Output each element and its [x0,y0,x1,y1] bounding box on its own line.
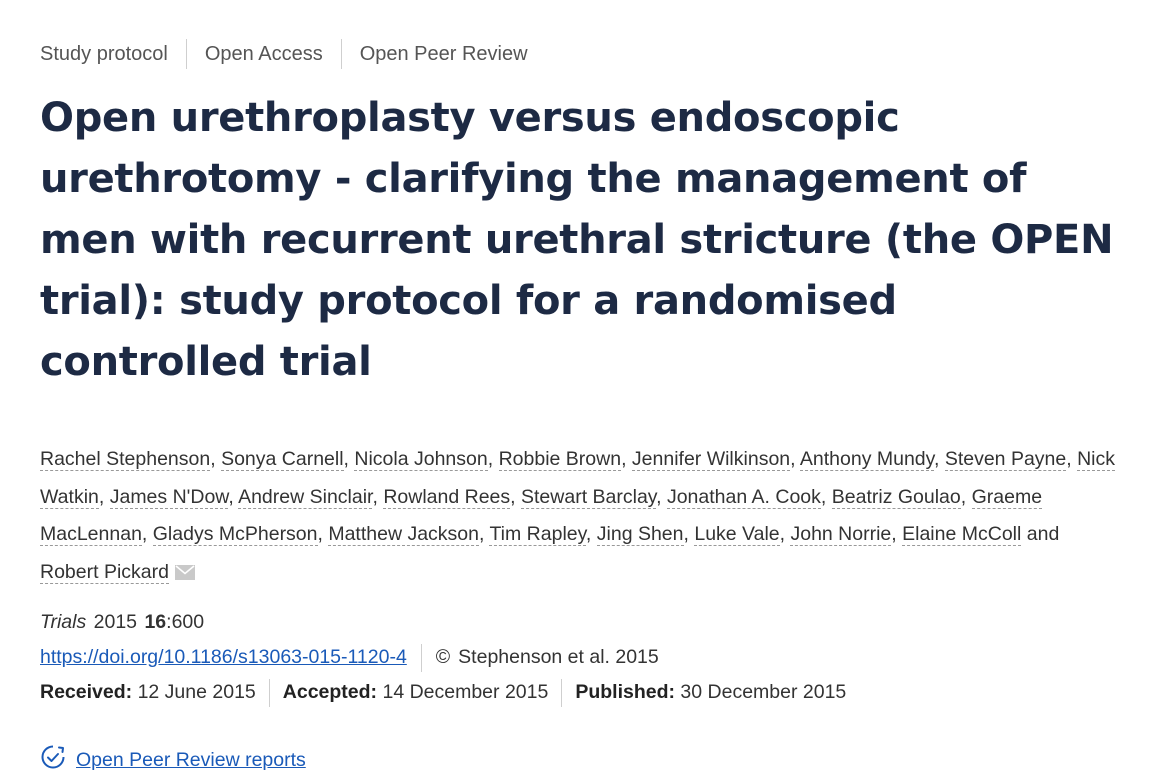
author-separator: , [487,448,499,470]
article-type-study-protocol: Study protocol [40,43,168,65]
author-separator: , [585,523,597,545]
author-separator: , [1066,448,1078,470]
divider [269,679,270,707]
author-link[interactable]: Robbie Brown [498,448,622,470]
accepted-value: 14 December 2015 [382,681,549,703]
author-separator: , [779,523,791,545]
author-separator: , [317,523,329,545]
accepted-date [283,675,549,710]
received-label: Received: [40,681,133,703]
divider [421,644,422,672]
author-link[interactable]: Robert Pickard [40,560,169,583]
published-label: Published: [575,681,675,703]
author-separator: , [372,485,384,508]
author-separator: , [479,523,490,545]
author-separator: , [343,448,355,470]
author-separator: , [933,448,945,470]
author-separator: , [820,485,832,508]
author-link[interactable]: Rowland Rees [383,485,511,508]
citation-line [40,605,1130,640]
author-list [40,441,1120,593]
author-separator: , [960,485,972,508]
author-separator: , [891,523,903,545]
author-link[interactable]: James N'Dow [109,485,229,508]
author-link[interactable]: Graeme MacLennan [40,485,1043,545]
journal-title: Trials [40,611,87,633]
article-type-open-peer-review: Open Peer Review [341,39,546,69]
author-separator: , [656,485,667,508]
copyright-text: Stephenson et al. 2015 [458,646,659,668]
copyright-symbol: © [435,646,451,668]
author-separator: , [621,448,632,470]
published-date [575,675,846,710]
doi-link[interactable]: https://doi.org/10.1186/s13063-015-1120-4 [40,646,407,668]
author-link[interactable]: Elaine McColl [902,523,1022,545]
author-link[interactable]: Steven Payne [944,448,1067,470]
citation-volume: 16 [144,611,167,633]
author-link[interactable]: Nicola Johnson [354,448,488,470]
author-conjunction: and [1026,523,1060,545]
article-type-open-access: Open Access [186,39,341,69]
author-link[interactable]: John Norrie [790,523,892,545]
author-link[interactable]: Andrew Sinclair [238,485,373,508]
received-value: 12 June 2015 [137,681,256,703]
author-link[interactable]: Gladys McPherson [152,523,318,545]
author-link[interactable]: Anthony Mundy [799,448,934,470]
author-link[interactable]: Beatriz Goulao [831,485,961,508]
author-link[interactable]: Jonathan A. Cook [666,485,821,508]
author-link[interactable]: Stewart Barclay [521,485,657,508]
article-type-list [40,38,1130,70]
author-link[interactable]: Jing Shen [596,523,684,545]
author-separator: , [683,523,695,545]
check-circle-icon [40,744,66,776]
author-separator: , [98,485,110,508]
author-link[interactable]: Matthew Jackson [328,523,479,545]
peer-review-reports [40,744,1130,776]
author-link[interactable]: Nick Watkin [40,448,1115,508]
received-date [40,675,256,710]
author-link[interactable]: Luke Vale [694,523,780,545]
publication-dates [40,675,1130,710]
author-link[interactable]: Jennifer Wilkinson [631,448,791,470]
article-header [0,38,1130,776]
published-value: 30 December 2015 [680,681,847,703]
accepted-label: Accepted: [282,681,378,703]
author-separator: , [228,485,239,508]
author-separator: , [210,448,222,470]
author-link[interactable]: Tim Rapley [489,523,586,545]
citation-article-number: :600 [166,611,205,633]
doi-row [40,640,1130,675]
article-title: Open urethroplasty versus endoscopic urethrotomy - clarifying the management of men with recurrent urethral stricture (the OPEN trial): study protocol for a randomised controlled trial [40,95,1114,385]
author-separator: , [510,485,521,508]
author-separator: , [141,523,153,545]
author-link[interactable]: Sonya Carnell [221,448,344,470]
envelope-icon[interactable] [175,556,195,594]
open-peer-review-reports-link[interactable]: Open Peer Review reports [76,748,306,771]
citation-year: 2015 [93,611,138,633]
divider [561,679,562,707]
author-separator: , [790,448,800,470]
author-link[interactable]: Rachel Stephenson [40,448,211,470]
